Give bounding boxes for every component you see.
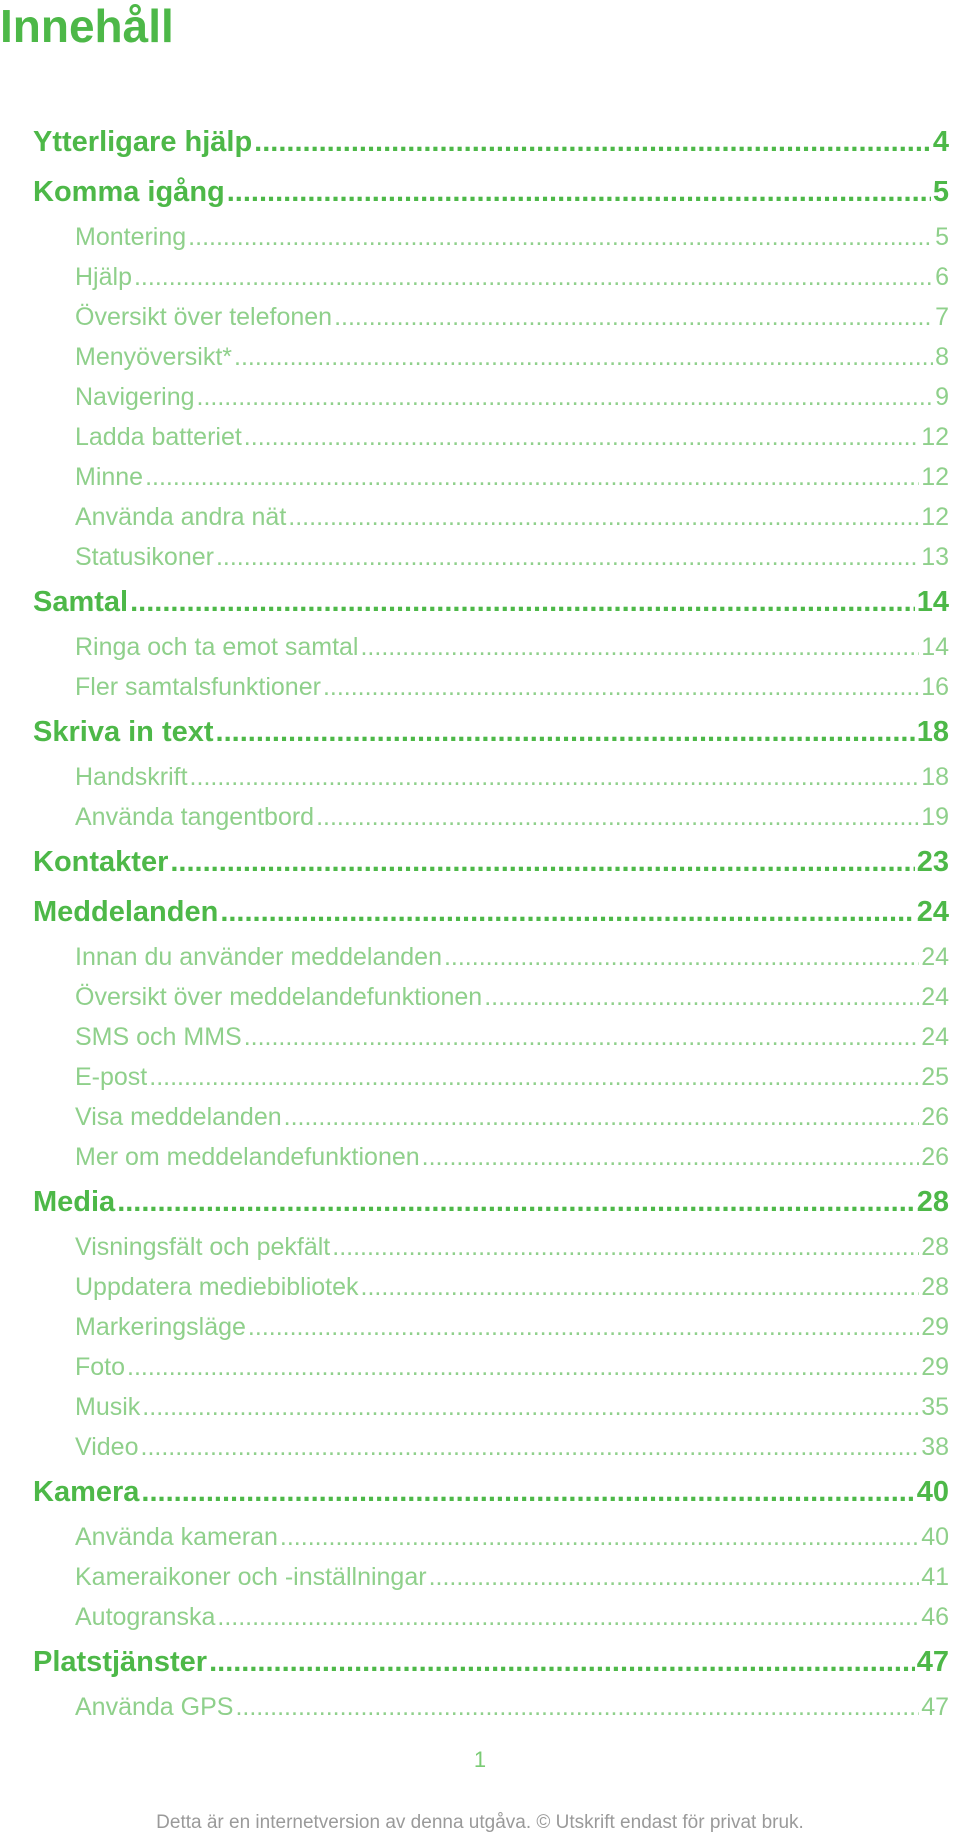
toc-entry-page: 28	[921, 1233, 949, 1261]
toc-dot-leader	[244, 417, 919, 457]
toc-dot-leader	[361, 1267, 920, 1307]
toc-entry-page: 38	[921, 1433, 949, 1461]
toc-entry-label: Mer om meddelandefunktionen	[75, 1143, 420, 1171]
toc-entry-page: 29	[921, 1313, 949, 1341]
table-of-contents	[33, 117, 949, 1727]
toc-chapter-entry[interactable]	[33, 707, 949, 757]
toc-entry-label: Video	[75, 1433, 139, 1461]
toc-entry-page: 28	[921, 1273, 949, 1301]
toc-entry-label: Media	[33, 1186, 116, 1218]
toc-chapter-entry[interactable]	[33, 577, 949, 627]
toc-entry-label: Komma igång	[33, 176, 225, 208]
toc-section-entry[interactable]	[33, 1057, 949, 1097]
toc-entry-label: Statusikoner	[75, 543, 214, 571]
toc-entry-label: Montering	[75, 223, 187, 251]
toc-entry-page: 40	[916, 1476, 949, 1508]
toc-section-entry[interactable]	[33, 1347, 949, 1387]
toc-entry-label: Visa meddelanden	[75, 1103, 282, 1131]
toc-entry-page: 46	[921, 1603, 949, 1631]
toc-entry-page: 6	[935, 263, 949, 291]
toc-entry-label: Handskrift	[75, 763, 188, 791]
toc-entry-label: Använda kameran	[75, 1523, 278, 1551]
toc-section-entry[interactable]	[33, 217, 949, 257]
toc-dot-leader	[227, 167, 931, 217]
toc-entry-page: 26	[921, 1143, 949, 1171]
toc-entry-page: 5	[935, 223, 949, 251]
toc-entry-label: Platstjänster	[33, 1646, 208, 1678]
toc-entry-label: Minne	[75, 463, 144, 491]
toc-section-entry[interactable]	[33, 1137, 949, 1177]
toc-entry-label: Fler samtalsfunktioner	[75, 673, 321, 701]
toc-section-entry[interactable]	[33, 1557, 949, 1597]
toc-entry-label: Kontakter	[33, 846, 169, 878]
toc-dot-leader	[244, 1017, 919, 1057]
toc-section-entry[interactable]	[33, 457, 949, 497]
toc-section-entry[interactable]	[33, 1017, 949, 1057]
toc-entry-page: 40	[921, 1523, 949, 1551]
toc-entry-page: 25	[921, 1063, 949, 1091]
toc-entry-page: 19	[921, 803, 949, 831]
toc-dot-leader	[254, 117, 931, 167]
page-title: Innehåll	[0, 0, 174, 52]
toc-entry-label: Hjälp	[75, 263, 132, 291]
footer-note: Detta är en internetversion av denna utgåva. © Utskrift endast för privat bruk.	[156, 1812, 804, 1833]
toc-entry-label: Innan du använder meddelanden	[75, 943, 442, 971]
toc-dot-leader	[217, 1597, 919, 1637]
toc-section-entry[interactable]	[33, 1267, 949, 1307]
toc-entry-page: 12	[921, 463, 949, 491]
toc-entry-label: Kameraikoner och -inställningar	[75, 1563, 427, 1591]
toc-section-entry[interactable]	[33, 1517, 949, 1557]
toc-entry-page: 8	[935, 343, 949, 371]
toc-dot-leader	[334, 297, 933, 337]
toc-entry-page: 47	[916, 1646, 949, 1678]
toc-entry-page: 24	[916, 896, 949, 928]
toc-entry-page: 5	[932, 176, 949, 208]
toc-section-entry[interactable]	[33, 1687, 949, 1727]
toc-dot-leader	[145, 457, 919, 497]
toc-dot-leader	[429, 1557, 920, 1597]
toc-entry-label: Foto	[75, 1353, 126, 1381]
toc-entry-page: 16	[921, 673, 949, 701]
toc-dot-leader	[323, 667, 919, 707]
toc-entry-page: 29	[921, 1353, 949, 1381]
toc-entry-label: Ytterligare hjälp	[33, 126, 253, 158]
toc-section-entry[interactable]	[33, 377, 949, 417]
toc-entry-label: Navigering	[75, 383, 195, 411]
toc-section-entry[interactable]	[33, 667, 949, 707]
toc-section-entry[interactable]	[33, 1387, 949, 1427]
toc-entry-label: Översikt över meddelandefunktionen	[75, 983, 483, 1011]
toc-section-entry[interactable]	[33, 627, 949, 667]
toc-dot-leader	[284, 1097, 920, 1137]
toc-dot-leader	[216, 707, 915, 757]
toc-entry-page: 18	[916, 716, 949, 748]
toc-dot-leader	[190, 757, 920, 797]
toc-section-entry[interactable]	[33, 797, 949, 837]
page-number: 1	[473, 1747, 487, 1772]
toc-dot-leader	[142, 1387, 919, 1427]
toc-entry-page: 14	[916, 586, 949, 618]
toc-dot-leader	[332, 1227, 919, 1267]
toc-section-entry[interactable]	[33, 1097, 949, 1137]
toc-section-entry[interactable]	[33, 257, 949, 297]
toc-entry-page: 24	[921, 1023, 949, 1051]
toc-entry-page: 9	[935, 383, 949, 411]
toc-chapter-entry[interactable]	[33, 887, 949, 937]
toc-chapter-entry[interactable]	[33, 117, 949, 167]
toc-entry-page: 26	[921, 1103, 949, 1131]
toc-entry-page: 28	[916, 1186, 949, 1218]
toc-dot-leader	[216, 537, 919, 577]
toc-entry-page: 23	[916, 846, 949, 878]
toc-entry-label: Uppdatera mediebibliotek	[75, 1273, 359, 1301]
toc-entry-label: SMS och MMS	[75, 1023, 242, 1051]
toc-entry-label: Skriva in text	[33, 716, 214, 748]
toc-entry-page: 24	[921, 983, 949, 1011]
toc-dot-leader	[149, 1057, 919, 1097]
toc-chapter-entry[interactable]	[33, 167, 949, 217]
toc-dot-leader	[134, 257, 933, 297]
toc-dot-leader	[234, 337, 933, 377]
toc-dot-leader	[188, 217, 933, 257]
toc-dot-leader	[484, 977, 919, 1017]
toc-entry-page: 14	[921, 633, 949, 661]
toc-section-entry[interactable]	[33, 977, 949, 1017]
toc-chapter-entry[interactable]	[33, 1467, 949, 1517]
toc-entry-page: 4	[932, 126, 949, 158]
toc-entry-label: Använda tangentbord	[75, 803, 315, 831]
toc-entry-label: Samtal	[33, 586, 129, 618]
toc-entry-label: Använda andra nät	[75, 503, 287, 531]
toc-dot-leader	[141, 1427, 920, 1467]
toc-entry-label: Menyöversikt*	[75, 343, 232, 371]
toc-entry-page: 18	[921, 763, 949, 791]
toc-entry-page: 13	[921, 543, 949, 571]
toc-entry-page: 47	[921, 1693, 949, 1721]
toc-dot-leader	[316, 797, 919, 837]
toc-entry-label: Kamera	[33, 1476, 140, 1508]
toc-entry-label: Meddelanden	[33, 896, 219, 928]
toc-dot-leader	[248, 1307, 919, 1347]
toc-entry-label: Musik	[75, 1393, 141, 1421]
toc-dot-leader	[280, 1517, 919, 1557]
toc-entry-page: 7	[935, 303, 949, 331]
toc-section-entry[interactable]	[33, 1597, 949, 1637]
toc-entry-label: Ringa och ta emot samtal	[75, 633, 359, 661]
toc-section-entry[interactable]	[33, 757, 949, 797]
toc-entry-page: 12	[921, 423, 949, 451]
toc-dot-leader	[209, 1637, 915, 1687]
toc-dot-leader	[444, 937, 919, 977]
toc-dot-leader	[117, 1177, 915, 1227]
toc-chapter-entry[interactable]	[33, 837, 949, 887]
toc-entry-page: 41	[921, 1563, 949, 1591]
toc-entry-label: Markeringsläge	[75, 1313, 246, 1341]
toc-entry-label: Autogranska	[75, 1603, 216, 1631]
toc-entry-label: E-post	[75, 1063, 148, 1091]
toc-entry-page: 24	[921, 943, 949, 971]
toc-section-entry[interactable]	[33, 1307, 949, 1347]
toc-section-entry[interactable]	[33, 337, 949, 377]
toc-section-entry[interactable]	[33, 497, 949, 537]
toc-section-entry[interactable]	[33, 1427, 949, 1467]
toc-section-entry[interactable]	[33, 937, 949, 977]
toc-chapter-entry[interactable]	[33, 1637, 949, 1687]
toc-chapter-entry[interactable]	[33, 1177, 949, 1227]
toc-section-entry[interactable]	[33, 537, 949, 577]
toc-dot-leader	[235, 1687, 919, 1727]
toc-entry-page: 12	[921, 503, 949, 531]
toc-dot-leader	[141, 1467, 914, 1517]
toc-entry-label: Ladda batteriet	[75, 423, 242, 451]
toc-entry-label: Använda GPS	[75, 1693, 234, 1721]
toc-dot-leader	[197, 377, 934, 417]
toc-entry-page: 35	[921, 1393, 949, 1421]
toc-entry-label: Visningsfält och pekfält	[75, 1233, 331, 1261]
toc-section-entry[interactable]	[33, 297, 949, 337]
toc-dot-leader	[220, 887, 914, 937]
toc-section-entry[interactable]	[33, 1227, 949, 1267]
toc-dot-leader	[288, 497, 919, 537]
toc-dot-leader	[422, 1137, 920, 1177]
toc-dot-leader	[170, 837, 914, 887]
toc-dot-leader	[127, 1347, 919, 1387]
toc-entry-label: Översikt över telefonen	[75, 303, 333, 331]
toc-section-entry[interactable]	[33, 417, 949, 457]
toc-dot-leader	[130, 577, 915, 627]
toc-dot-leader	[360, 627, 919, 667]
